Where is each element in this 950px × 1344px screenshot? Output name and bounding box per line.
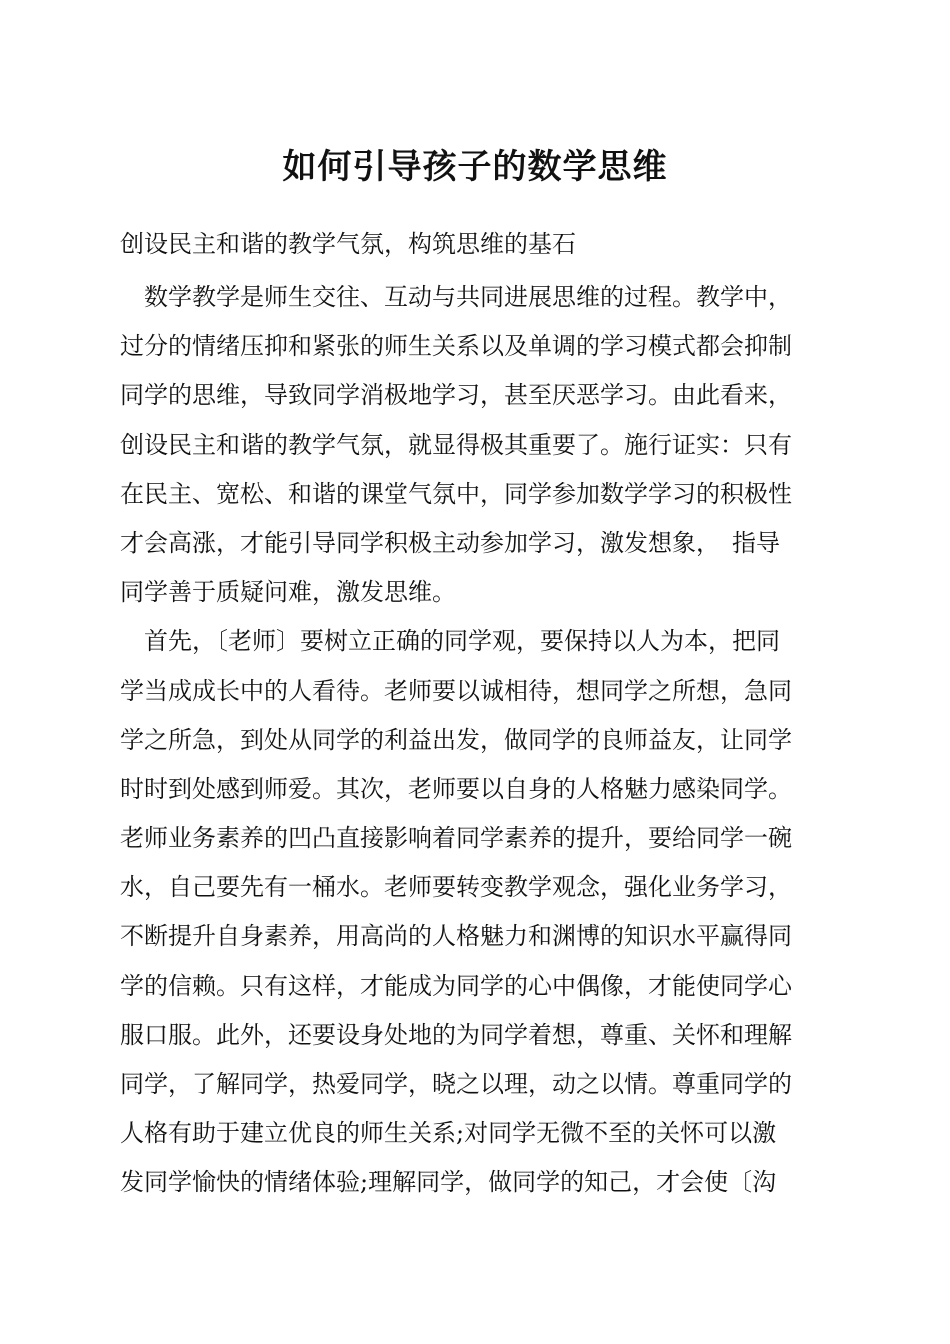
text-line: 水，自己要先有一桶水。老师要转变教学观念，强化业务学习，: [120, 873, 792, 902]
text-line: 数学教学是师生交往、互动与共同进展思维的过程。教学中，: [120, 283, 792, 311]
text-line: 学之所急，到处从同学的利益出发，做同学的良师益友，让同学: [120, 725, 792, 754]
text-line: 发同学愉快的情绪体验;理解同学，做同学的知己，才会使〔沟: [120, 1168, 777, 1197]
text-line: 人格有助于建立优良的师生关系;对同学无微不至的关怀可以激: [120, 1119, 777, 1148]
document-title: 如何引导孩子的数学思维: [282, 147, 668, 187]
text-line: 时时到处感到师爱。其次，老师要以自身的人格魅力感染同学。: [120, 774, 792, 803]
text-line: 才会高涨，才能引导同学积极主动参加学习，激发想象， 指导: [120, 528, 780, 557]
text-line: 不断提升自身素养，用高尚的人格魅力和渊博的知识水平赢得同: [120, 922, 792, 951]
text-line: 老师业务素养的凹凸直接影响着同学素养的提升，要给同学一碗: [120, 824, 792, 853]
text-line: 服口服。此外，还要设身处地的为同学着想，尊重、关怀和理解: [120, 1020, 792, 1049]
section-heading: 创设民主和谐的教学气氛，构筑思维的基石: [120, 230, 576, 258]
text-line: 首先，〔老师〕要树立正确的同学观，要保持以人为本，把同: [120, 627, 780, 656]
body-text: [120, 273, 840, 1208]
text-line: 在民主、宽松、和谐的课堂气氛中，同学参加数学学习的积极性: [120, 479, 792, 508]
text-line: 创设民主和谐的教学气氛，就显得极其重要了。施行证实：只有: [120, 430, 792, 459]
text-line: 学当成成长中的人看待。老师要以诚相待，想同学之所想，急同: [120, 676, 792, 705]
text-line: 学的信赖。只有这样，才能成为同学的心中偶像，才能使同学心: [120, 971, 792, 1000]
text-line: 同学的思维，导致同学消极地学习，甚至厌恶学习。由此看来，: [120, 381, 792, 410]
text-line: 同学，了解同学，热爱同学，晓之以理，动之以情。尊重同学的: [120, 1070, 792, 1098]
text-line: 过分的情绪压抑和紧张的师生关系以及单调的学习模式都会抑制: [120, 332, 792, 361]
text-line: 同学善于质疑问难，激发思维。: [120, 578, 456, 607]
